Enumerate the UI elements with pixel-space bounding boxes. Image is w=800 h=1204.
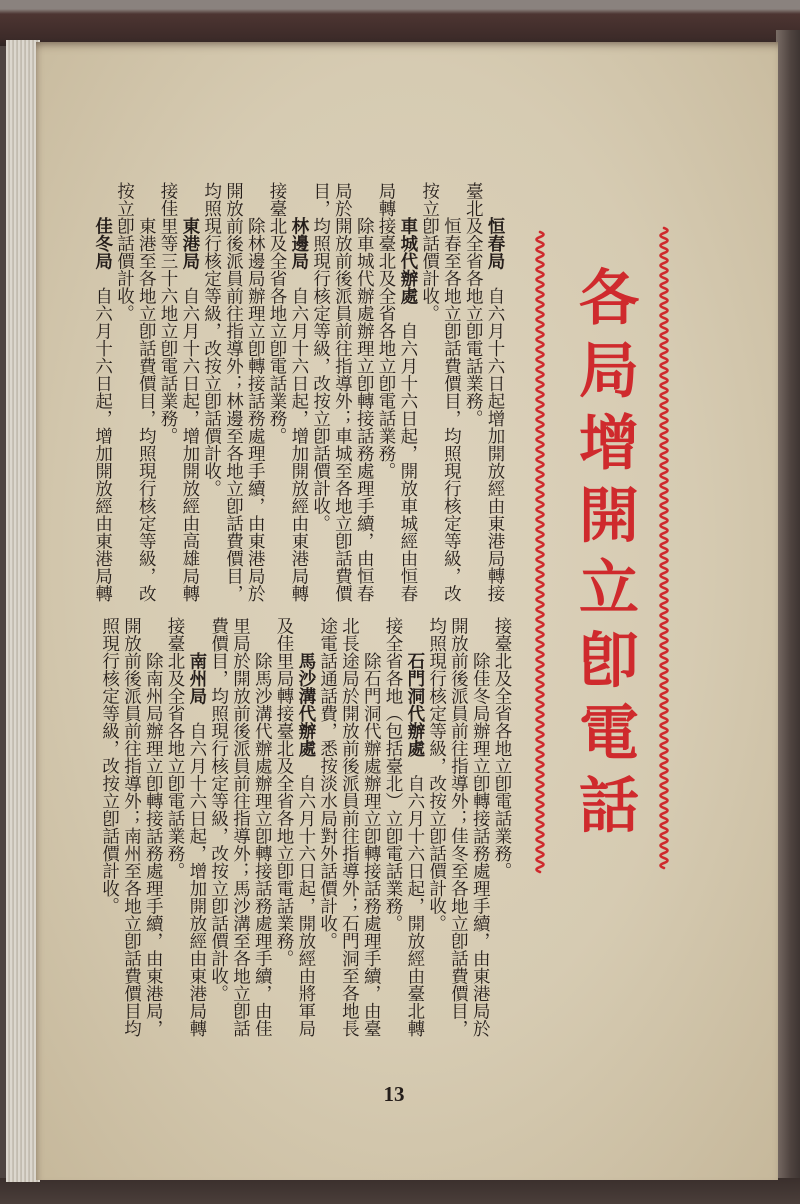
column-text: 接臺北及全省各地立卽電話業務。 bbox=[267, 182, 288, 445]
column-text: 自六月十六日起，增加開放經由東港局轉 bbox=[92, 287, 113, 602]
text-column bbox=[483, 182, 505, 608]
page-title: 各局增開立卽電話 bbox=[569, 266, 639, 846]
column-text: 開放前後派員前往指導外；佳冬至各地立卽話費價目， bbox=[448, 617, 469, 1037]
column-text: 自六月十六日起，增加開放經由東港局轉 bbox=[186, 722, 207, 1037]
text-tier-lower bbox=[97, 617, 512, 1043]
text-column bbox=[243, 182, 265, 608]
text-column bbox=[331, 182, 353, 608]
text-column bbox=[403, 617, 425, 1043]
text-column bbox=[425, 617, 447, 1043]
column-text: 按立卽話價計收。 bbox=[114, 182, 135, 322]
column-text: 恒春至各地立卽話費價目，均照現行核定等級，改 bbox=[441, 217, 462, 602]
text-column bbox=[309, 182, 331, 608]
text-column bbox=[185, 617, 207, 1043]
text-column bbox=[381, 617, 403, 1043]
station-heading: 林邊局 bbox=[288, 217, 309, 270]
text-column bbox=[134, 182, 156, 608]
text-column bbox=[265, 182, 287, 608]
text-column bbox=[316, 617, 338, 1043]
column-text: 除馬沙溝代辦處辦理立卽轉接話務處理手續，由佳 bbox=[252, 652, 273, 1037]
text-column bbox=[440, 182, 462, 608]
column-text: 接全省各地（包括臺北）立卽電話業務。 bbox=[383, 617, 404, 932]
text-column bbox=[178, 182, 200, 608]
column-text: 除林邊局辦理立卽轉接話務處理手續，由東港局於 bbox=[245, 217, 266, 602]
station-heading: 馬沙溝代辦處 bbox=[295, 652, 316, 757]
title-border-left bbox=[537, 232, 544, 872]
text-column bbox=[250, 617, 272, 1043]
column-text: 及佳里局轉接臺北及全省各地立卽電話業務。 bbox=[274, 617, 295, 967]
text-column bbox=[91, 182, 113, 608]
column-text: 除佳冬局辦理立卽轉接話務處理手續，由東港局於 bbox=[470, 652, 491, 1037]
page-edge-stack bbox=[6, 40, 40, 1182]
text-column bbox=[156, 182, 178, 608]
column-text: 接臺北及全省各地立卽電話業務。 bbox=[492, 617, 512, 880]
book-cover-top bbox=[0, 0, 800, 46]
column-text: 北長途局於開放前後派員前往指導外；石門洞至各地長 bbox=[339, 617, 360, 1037]
column-text: 開放前後派員前往指導外；南州至各地立卽話費價目均 bbox=[121, 617, 142, 1037]
text-column bbox=[287, 182, 309, 608]
text-column bbox=[229, 617, 251, 1043]
column-text: 局於開放前後派員前往指導外；車城至各地立卽話費價 bbox=[332, 182, 353, 602]
text-column bbox=[490, 617, 512, 1043]
text-column bbox=[468, 617, 490, 1043]
column-text: 均照現行核定等級，改按立卽話價計收。 bbox=[426, 617, 447, 932]
column-text: 開放前後派員前往指導外；林邊至各地立卽話費價目， bbox=[223, 182, 244, 602]
column-text: 按立卽話價計收。 bbox=[419, 182, 440, 322]
text-tier-upper bbox=[90, 182, 505, 608]
page-number: 13 bbox=[383, 1082, 405, 1106]
station-heading: 南州局 bbox=[186, 652, 207, 705]
text-column bbox=[200, 182, 222, 608]
text-column bbox=[447, 617, 469, 1043]
station-heading: 佳冬局 bbox=[92, 217, 113, 270]
text-column bbox=[461, 182, 483, 608]
column-text: 費價目，均照現行核定等級，改按立卽話價計收。 bbox=[208, 617, 229, 1002]
book-cover-bottom bbox=[0, 1178, 800, 1204]
column-text: 局轉接臺北及全省各地立卽電話業務。 bbox=[376, 182, 397, 480]
column-text: 目，均照現行核定等級，改按立卽話價計收。 bbox=[310, 182, 331, 532]
title-border-right bbox=[661, 228, 668, 868]
text-column bbox=[222, 182, 244, 608]
text-column bbox=[120, 617, 142, 1043]
column-text: 自六月十六日起，開放經由臺北轉 bbox=[404, 774, 425, 1037]
column-text: 自六月十六日起，開放車城經由恒春 bbox=[397, 322, 418, 602]
text-column bbox=[352, 182, 374, 608]
book-cover-right bbox=[776, 30, 800, 1190]
station-heading: 車城代辦處 bbox=[397, 217, 418, 305]
column-text: 自六月十六日起，增加開放經由東港局轉 bbox=[288, 287, 309, 602]
station-heading: 恒春局 bbox=[485, 217, 505, 270]
column-text: 接佳里等三十六地立卽電話業務。 bbox=[158, 182, 179, 445]
text-column bbox=[207, 617, 229, 1043]
column-text: 自六月十六日起，增加開放經由高雄局轉 bbox=[179, 287, 200, 602]
text-column bbox=[141, 617, 163, 1043]
column-text: 途電話通話費，悉按淡水局對外話價計收。 bbox=[317, 617, 338, 950]
text-column bbox=[338, 617, 360, 1043]
text-column bbox=[294, 617, 316, 1043]
column-text: 里局於開放前後派員前往指導外；馬沙溝至各地立卽話 bbox=[230, 617, 251, 1037]
text-column bbox=[98, 617, 120, 1043]
column-text: 除石門洞代辦處辦理立卽轉接話務處理手續，由臺 bbox=[361, 652, 382, 1037]
column-text: 接臺北及全省各地立卽電話業務。 bbox=[165, 617, 186, 880]
text-column bbox=[418, 182, 440, 608]
column-text: 自六月十六日起，開放經由將軍局 bbox=[295, 774, 316, 1037]
text-column bbox=[359, 617, 381, 1043]
text-column bbox=[396, 182, 418, 608]
text-column bbox=[374, 182, 396, 608]
column-text: 照現行核定等級，改按立卽話價計收。 bbox=[99, 617, 120, 915]
column-text: 東港至各地立卽話費價目，均照現行核定等級，改 bbox=[136, 217, 157, 602]
column-text: 自六月十六日起增加開放經由東港局轉接 bbox=[485, 287, 505, 602]
column-text: 臺北及全省各地立卽電話業務。 bbox=[463, 182, 484, 427]
column-text: 除南州局辦理立卽轉接話務處理手續，由東港局， bbox=[143, 652, 164, 1037]
text-column bbox=[113, 182, 135, 608]
column-text: 均照現行核定等級，改按立卽話價計收。 bbox=[201, 182, 222, 497]
text-column bbox=[163, 617, 185, 1043]
station-heading: 石門洞代辦處 bbox=[404, 652, 425, 757]
station-heading: 東港局 bbox=[179, 217, 200, 270]
column-text: 除車城代辦處辦理立卽轉接話務處理手續，由恒春 bbox=[354, 217, 375, 602]
text-column bbox=[272, 617, 294, 1043]
